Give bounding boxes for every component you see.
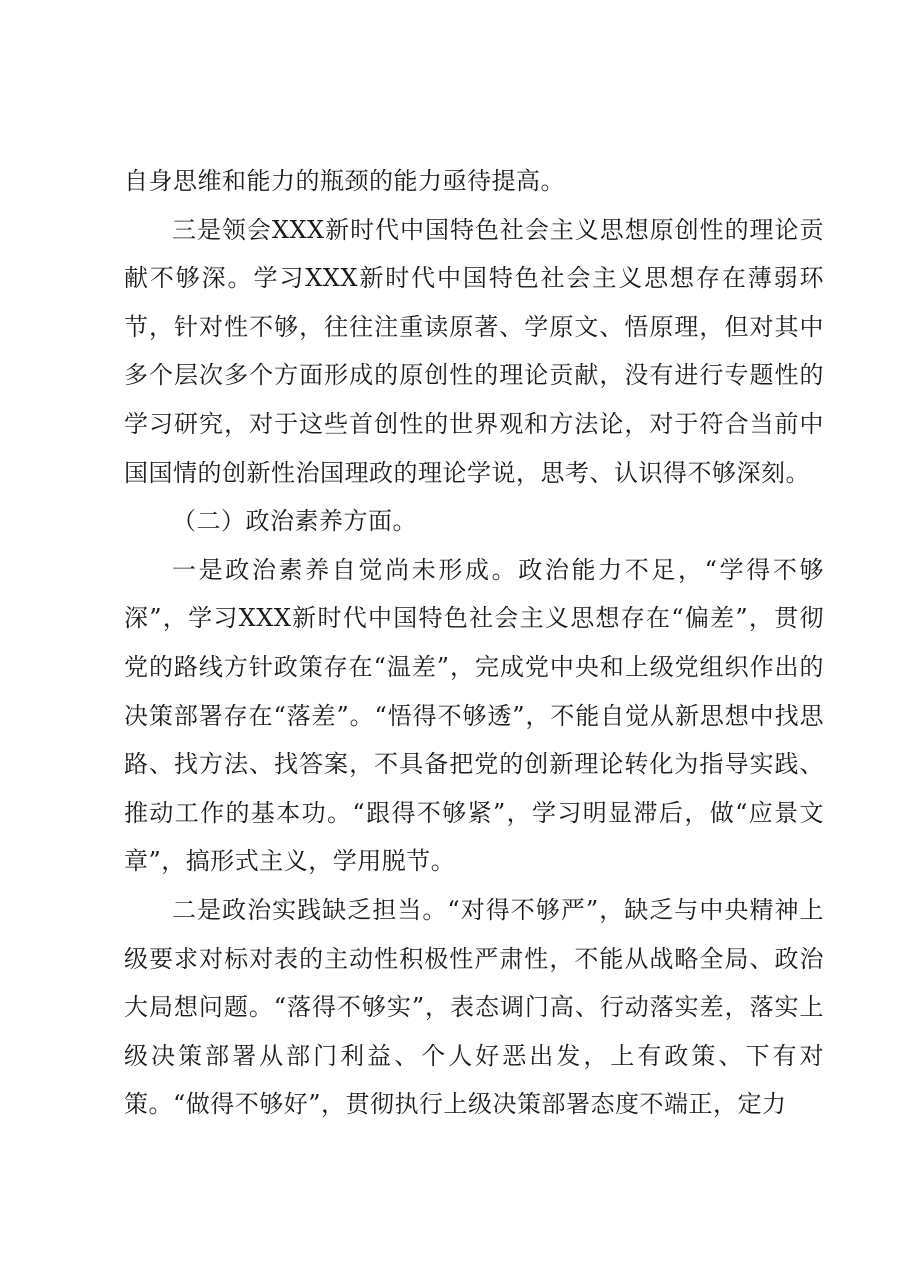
- paragraph-point-two: 二是政治实践缺乏担当。“对得不够严”，缺乏与中央精神上级要求对标对表的主动性积极性严肃性，不能从战略全局、政治大局想问题。“落得不够实”，表态调门高、行动落实差，落实上级决策部署从部门利益、个人好恶出发，上有政策、下有对策。“做得不够好”，贯彻执行上级决策部署态度不端正，定力: [124, 895, 824, 1119]
- section-heading-political-literacy: （二）政治素养方面。: [172, 507, 417, 536]
- document-body: [124, 157, 824, 1129]
- paragraph-point-three: 三是领会XXX新时代中国特色社会主义思想原创性的理论贡献不够深。学习XXX新时代中国特色社会主义思想存在薄弱环节，针对性不够，往往注重读原著、学原文、悟原理，但对其中多个层次多个方面形成的原创性的理论贡献，没有进行专题性的学习研究，对于这些首创性的世界观和方法论，对于符合当前中国国情的创新性治国理政的理论学说，思考、认识得不够深刻。: [124, 215, 824, 487]
- paragraph-continuation: 自身思维和能力的瓶颈的能力亟待提高。: [124, 167, 565, 195]
- paragraph-point-one: 一是政治素养自觉尚未形成。政治能力不足，“学得不够深”，学习XXX新时代中国特色社会主义思想存在“偏差”，贯彻党的路线方针政策存在“温差”，完成党中央和上级党组织作出的决策部署存在“落差”。“悟得不够透”，不能自觉从新思想中找思路、找方法、找答案，不具备把党的创新理论转化为指导实践、推动工作的基本功。“跟得不够紧”，学习明显滞后，做“应景文章”，搞形式主义，学用脱节。: [124, 555, 824, 876]
